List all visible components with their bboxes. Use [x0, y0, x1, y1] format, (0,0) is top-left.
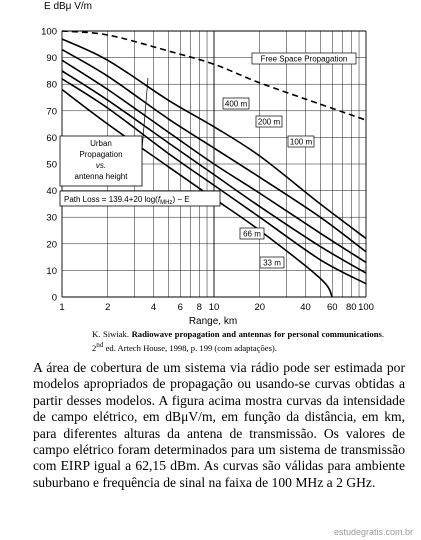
x-tick-label: 2 — [105, 302, 111, 313]
series-label: 400 m — [224, 99, 248, 109]
x-tick-label: 80 — [345, 302, 357, 313]
y-tick-label: 40 — [46, 186, 57, 198]
caption-title: Radiowave propagation and antennas for personal communications — [131, 329, 382, 339]
y-tick-label: 30 — [46, 212, 57, 224]
series-label: Free Space Propagation — [260, 54, 348, 64]
x-tick-label: 1 — [59, 302, 65, 313]
series-label: 100 m — [289, 137, 313, 147]
series-label: 33 m — [263, 258, 281, 268]
x-tick-label: 4 — [150, 302, 157, 313]
y-axis-title: E dBμ V/m — [44, 1, 92, 12]
y-tick-label: 10 — [46, 265, 57, 277]
x-tick-label: 8 — [196, 302, 202, 313]
y-tick-label: 90 — [46, 53, 57, 65]
body-text: A área de cobertura de um sistema via rádio pode ser estimada por modelos apropriados de propagação ou usando-se curvas obtidas a partir desses modelos. A figura acima mostra curvas da intensidade de campo elétrico, em dBμV/m, em função da distância, em km, para diferentes alturas da antena de transmissão. Os valores de campo elétrico foram determinados para um sistema de transmissão com EIRP igual a 62,15 dBm. As curvas são válidas para ambiente suburbano e frequência de sinal na faixa de 100 MHz a 2 GHz. — [33, 360, 405, 490]
x-tick-label: 20 — [254, 302, 266, 313]
x-tick-label: 40 — [300, 302, 311, 313]
series-labels — [223, 53, 356, 268]
formula-text: Path Loss = 139.4+20 $\log(f_{MHz}) - E$ — [64, 195, 190, 206]
formula-box — [60, 191, 220, 206]
y-tick-label: 70 — [46, 106, 57, 118]
y-tick-label: 20 — [46, 239, 57, 251]
legend-label: Urban Propagation vs. antenna height — [74, 139, 128, 181]
x-tick-label: 6 — [177, 302, 183, 313]
caption-edition: . 2 — [92, 329, 384, 353]
x-tick-label: 10 — [208, 302, 220, 313]
caption-rest: ed. Artech House, 1998, p. 199 (com adaptações). — [103, 342, 277, 353]
x-tick-label: 100 — [358, 302, 374, 313]
x-axis-title: Range, km — [188, 316, 238, 327]
y-tick-label: 0 — [51, 292, 57, 304]
y-tick-label: 80 — [46, 79, 57, 91]
y-tick-label: 100 — [41, 26, 57, 38]
source-label: estudegratis.com.br — [333, 527, 413, 537]
y-tick-label: 60 — [46, 132, 57, 144]
y-tick-label: 50 — [46, 159, 57, 171]
caption-edition-sup: nd — [96, 341, 104, 349]
series-label: 66 m — [243, 229, 261, 239]
caption-author: K. Siwiak. — [92, 329, 129, 339]
figure-caption — [92, 329, 384, 354]
x-tick-label: 60 — [326, 302, 338, 313]
series-label: 200 m — [257, 117, 281, 127]
